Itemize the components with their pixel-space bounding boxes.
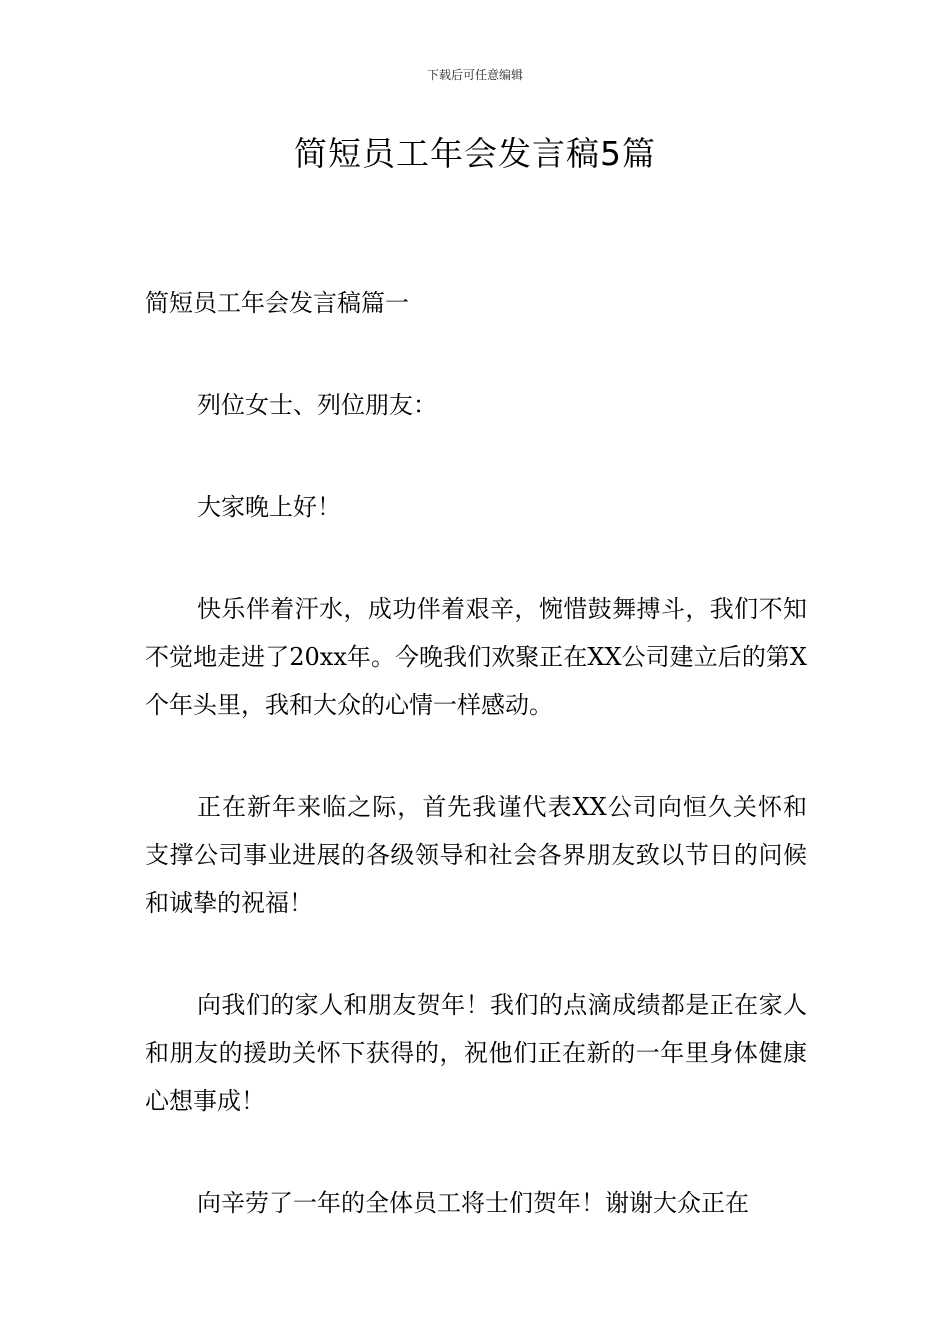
page-header-note: 下载后可任意编辑 [426, 68, 523, 82]
paragraph-body: 正在新年来临之际，首先我谨代表XX公司向恒久关怀和支撑公司事业进展的各级领导和社会各界朋友致以节日的问候和诚挚的祝福！ [145, 793, 807, 917]
paragraph-body: 向我们的家人和朋友贺年！我们的点滴成绩都是正在家人和朋友的援助关怀下获得的，祝他们正在新的一年里身体健康心想事成！ [145, 991, 807, 1115]
document-title: 简短员工年会发言稿5篇 [294, 134, 656, 173]
paragraph-greeting: 大家晚上好！ [197, 493, 341, 521]
paragraph-body: 快乐伴着汗水，成功伴着艰辛，惋惜鼓舞搏斗，我们不知不觉地走进了20xx年。今晚我们欢聚正在XX公司建立后的第X个年头里，我和大众的心情一样感动。 [145, 595, 807, 719]
paragraph-salutation: 列位女士、列位朋友： [197, 391, 437, 419]
document-body [145, 279, 807, 1281]
section-heading: 简短员工年会发言稿篇一 [145, 289, 409, 317]
paragraph-body: 向辛劳了一年的全体员工将士们贺年！谢谢大众正在 [197, 1189, 749, 1217]
